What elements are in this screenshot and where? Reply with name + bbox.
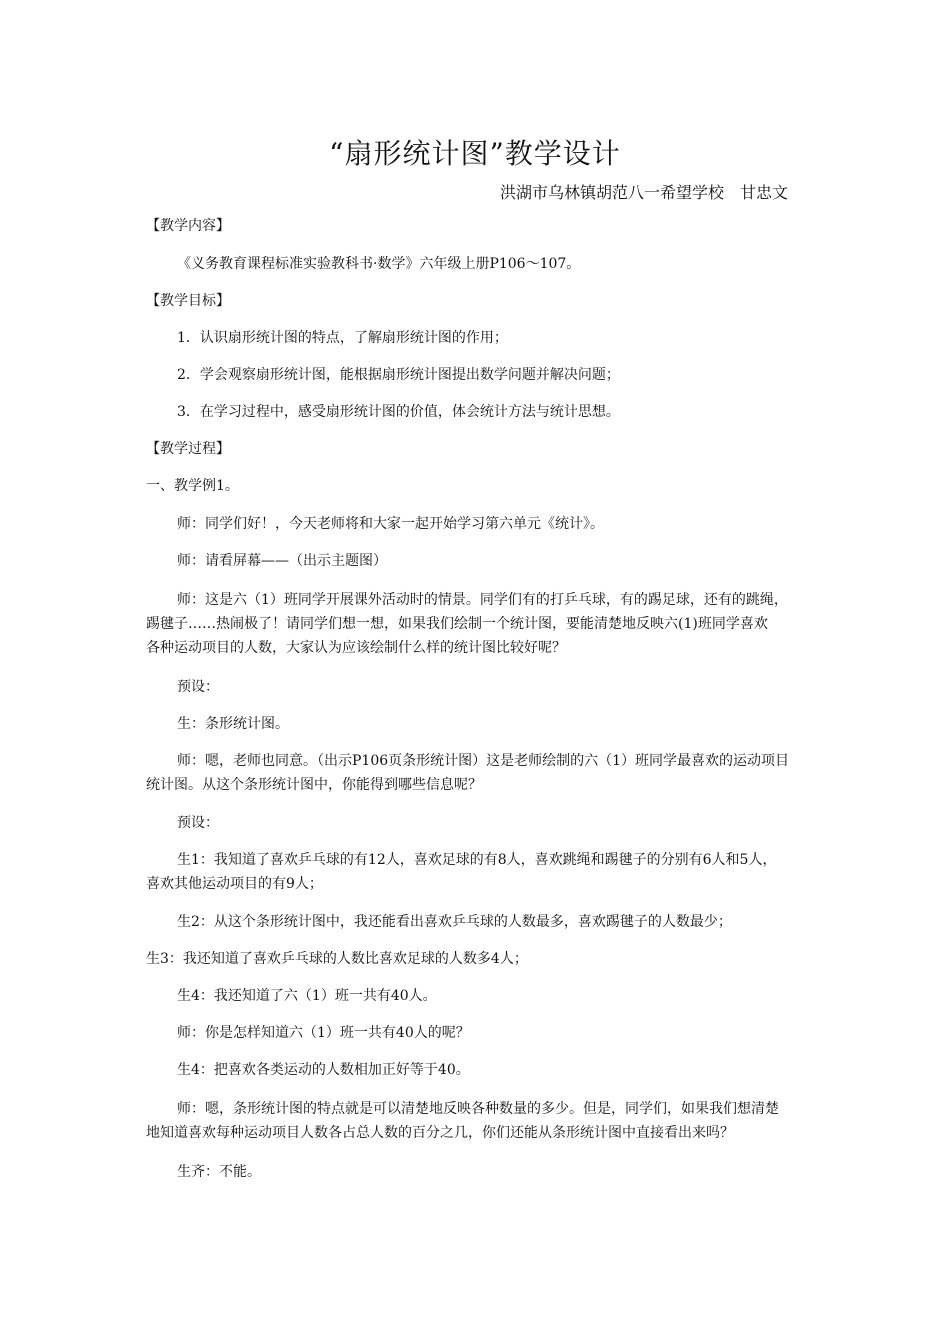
dialogue-line: 踢毽子……热闹极了！请同学们想一想，如果我们绘制一个统计图，要能清楚地反映六(1)班同学喜欢: [146, 616, 768, 632]
dialogue-line: 生4：我还知道了六（1）班一共有40人。: [177, 988, 437, 1004]
dialogue-line: 预设：: [177, 815, 219, 831]
dialogue-line: 生1：我知道了喜欢乒乓球的有12人，喜欢足球的有8人，喜欢跳绳和踢毽子的分别有6人和5人，: [177, 852, 777, 868]
dialogue-line: 预设：: [177, 679, 219, 695]
goal-item: 1．认识扇形统计图的特点，了解扇形统计图的作用；: [177, 330, 508, 346]
dialogue-line: 生2：从这个条形统计图中，我还能看出喜欢乒乓球的人数最多，喜欢踢毽子的人数最少；: [177, 914, 732, 930]
step-heading: 一、教学例1。: [146, 478, 239, 494]
section-heading-goals: 【教学目标】: [146, 293, 230, 309]
content-text: 《义务教育课程标准实验教科书·数学》六年级上册P106～107。: [177, 256, 581, 272]
section-heading-process: 【教学过程】: [146, 441, 230, 457]
dialogue-line: 师：请看屏幕——（出示主题图）: [177, 553, 387, 569]
dialogue-line: 地知道喜欢每种运动项目人数各占总人数的百分之几，你们还能从条形统计图中直接看出来吗？: [146, 1125, 734, 1141]
section-heading-content: 【教学内容】: [146, 218, 230, 234]
dialogue-line: 喜欢其他运动项目的有9人；: [146, 876, 323, 892]
dialogue-line: 师：嗯，条形统计图的特点就是可以清楚地反映各种数量的多少。但是，同学们，如果我们想清楚: [177, 1101, 779, 1117]
dialogue-line: 师：你是怎样知道六（1）班一共有40人的呢？: [177, 1025, 470, 1041]
dialogue-line: 生：条形统计图。: [177, 716, 289, 732]
document-title: “扇形统计图”教学设计: [329, 137, 621, 170]
dialogue-line: 师：这是六（1）班同学开展课外活动时的情景。同学们有的打乒乓球，有的踢足球，还有的跳绳，: [177, 592, 788, 608]
goal-item: 3．在学习过程中，感受扇形统计图的价值，体会统计方法与统计思想。: [177, 404, 620, 420]
dialogue-line: 师：嗯，老师也同意。（出示P106页条形统计图）这是老师绘制的六（1）班同学最喜欢的运动项目: [177, 753, 790, 769]
dialogue-line: 生3：我还知道了喜欢乒乓球的人数比喜欢足球的人数多4人；: [146, 951, 528, 967]
dialogue-line: 统计图。从这个条形统计图中，你能得到哪些信息呢？: [146, 777, 482, 793]
dialogue-line: 各种运动项目的人数，大家认为应该绘制什么样的统计图比较好呢？: [146, 640, 566, 656]
dialogue-line: 生4：把喜欢各类运动的人数相加正好等于40。: [177, 1062, 470, 1078]
author-line: 洪湖市乌林镇胡范八一希望学校 甘忠文: [499, 183, 788, 202]
goal-item: 2．学会观察扇形统计图，能根据扇形统计图提出数学问题并解决问题；: [177, 367, 620, 383]
dialogue-line: 生齐：不能。: [177, 1164, 261, 1180]
dialogue-line: 师：同学们好！，今天老师将和大家一起开始学习第六单元《统计》。: [177, 516, 604, 532]
